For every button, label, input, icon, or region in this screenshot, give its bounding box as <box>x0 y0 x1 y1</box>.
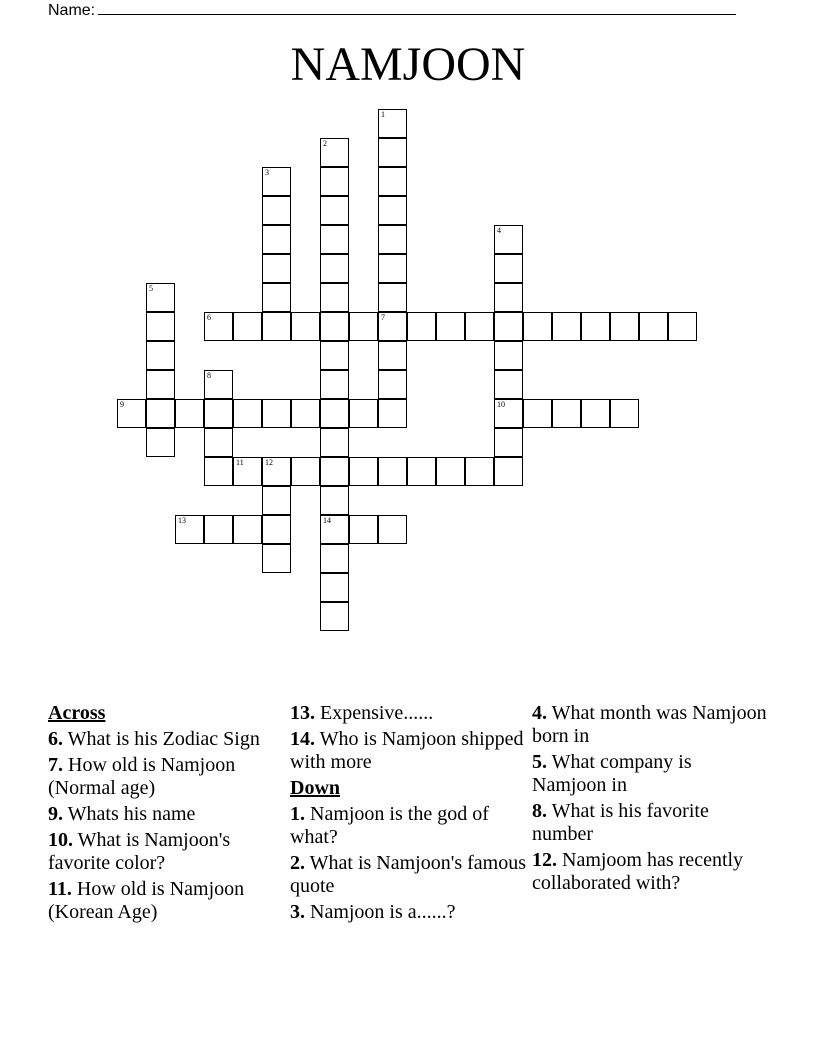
crossword-cell[interactable] <box>581 399 610 428</box>
crossword-cell[interactable] <box>320 138 349 167</box>
crossword-cell[interactable] <box>320 312 349 341</box>
crossword-cell[interactable] <box>233 457 262 486</box>
clues-column-2 <box>290 702 526 927</box>
clue-down-5 <box>532 751 768 797</box>
clue-number: 4. <box>532 702 547 724</box>
clue-text: What is his favorite number <box>532 800 709 845</box>
crossword-cell[interactable] <box>320 428 349 457</box>
clue-text: What is his Zodiac Sign <box>67 728 260 750</box>
crossword-cell[interactable] <box>494 457 523 486</box>
crossword-cell[interactable] <box>494 341 523 370</box>
crossword-cell[interactable] <box>262 486 291 515</box>
clue-number: 7. <box>48 754 63 776</box>
cell-number: 2 <box>323 139 327 148</box>
crossword-cell[interactable] <box>523 312 552 341</box>
clue-across-11 <box>48 878 284 924</box>
crossword-cell[interactable] <box>320 370 349 399</box>
crossword-cell[interactable] <box>320 486 349 515</box>
clue-number: 11. <box>48 878 72 900</box>
crossword-cell[interactable] <box>378 515 407 544</box>
clue-text: What is Namjoon's famous quote <box>290 852 526 897</box>
cell-number: 5 <box>149 284 153 293</box>
crossword-cell[interactable] <box>494 312 523 341</box>
crossword-cell[interactable] <box>320 544 349 573</box>
clue-down-3 <box>290 901 526 924</box>
crossword-cell[interactable] <box>465 457 494 486</box>
crossword-cell[interactable] <box>262 167 291 196</box>
crossword-cell[interactable] <box>204 399 233 428</box>
clue-number: 5. <box>532 751 547 773</box>
clue-across-13 <box>290 702 526 725</box>
crossword-cell[interactable] <box>320 196 349 225</box>
crossword-cell[interactable] <box>378 399 407 428</box>
crossword-cell[interactable] <box>146 312 175 341</box>
crossword-cell[interactable] <box>262 399 291 428</box>
cell-number: 8 <box>207 371 211 380</box>
clue-across-14 <box>290 728 526 774</box>
crossword-cell[interactable] <box>378 370 407 399</box>
across-heading: Across <box>48 702 106 724</box>
crossword-cell[interactable] <box>668 312 697 341</box>
clue-text: Namjoon is a......? <box>310 901 456 923</box>
crossword-cell[interactable] <box>320 167 349 196</box>
cell-number: 13 <box>178 516 186 525</box>
crossword-cell[interactable] <box>349 399 378 428</box>
cell-number: 4 <box>497 226 501 235</box>
crossword-cell[interactable] <box>262 515 291 544</box>
crossword-cell[interactable] <box>378 109 407 138</box>
crossword-cell[interactable] <box>320 225 349 254</box>
clue-text: Whats his name <box>67 803 196 825</box>
crossword-cell[interactable] <box>320 341 349 370</box>
cell-number: 7 <box>381 313 385 322</box>
clue-number: 9. <box>48 803 63 825</box>
crossword-cell[interactable] <box>523 399 552 428</box>
crossword-cell[interactable] <box>262 254 291 283</box>
crossword-cell[interactable] <box>233 399 262 428</box>
crossword-cell[interactable] <box>349 457 378 486</box>
clue-across-7 <box>48 754 284 800</box>
clue-down-8 <box>532 800 768 846</box>
clue-text: How old is Namjoon (Korean Age) <box>48 878 245 923</box>
crossword-cell[interactable] <box>494 283 523 312</box>
crossword-cell[interactable] <box>581 312 610 341</box>
clue-across-9 <box>48 803 284 826</box>
crossword-cell[interactable] <box>320 602 349 631</box>
cell-number: 1 <box>381 110 385 119</box>
crossword-cell[interactable] <box>349 312 378 341</box>
name-label: Name: <box>48 2 96 19</box>
clue-text: Namjoom has recently collaborated with? <box>532 849 744 894</box>
clue-down-4 <box>532 702 768 748</box>
crossword-cell[interactable] <box>378 138 407 167</box>
clue-number: 12. <box>532 849 557 871</box>
crossword-cell[interactable] <box>291 399 320 428</box>
crossword-cell[interactable] <box>552 399 581 428</box>
crossword-cell[interactable] <box>204 312 233 341</box>
cell-number: 3 <box>265 168 269 177</box>
crossword-cell[interactable] <box>378 254 407 283</box>
clue-text: What month was Namjoon born in <box>532 702 767 747</box>
crossword-cell[interactable] <box>204 428 233 457</box>
cell-number: 6 <box>207 313 211 322</box>
cell-number: 10 <box>497 400 505 409</box>
down-heading: Down <box>290 777 341 799</box>
crossword-cell[interactable] <box>407 457 436 486</box>
crossword-cell[interactable] <box>494 254 523 283</box>
crossword-cell[interactable] <box>320 283 349 312</box>
crossword-cell[interactable] <box>146 399 175 428</box>
clue-text: What company is Namjoon in <box>532 751 692 796</box>
crossword-cell[interactable] <box>146 341 175 370</box>
crossword-cell[interactable] <box>494 399 523 428</box>
crossword-cell[interactable] <box>146 370 175 399</box>
crossword-cell[interactable] <box>262 283 291 312</box>
clue-number: 3. <box>290 901 305 923</box>
crossword-cell[interactable] <box>320 399 349 428</box>
crossword-cell[interactable] <box>378 167 407 196</box>
cell-number: 14 <box>323 516 331 525</box>
crossword-cell[interactable] <box>378 225 407 254</box>
crossword-cell[interactable] <box>552 312 581 341</box>
clue-down-2 <box>290 852 526 898</box>
puzzle-title: NAMJOON <box>290 38 526 91</box>
clue-across-6 <box>48 728 284 751</box>
crossword-cell[interactable] <box>320 254 349 283</box>
crossword-cell[interactable] <box>262 457 291 486</box>
crossword-cell[interactable] <box>378 312 407 341</box>
crossword-cell[interactable] <box>494 428 523 457</box>
clues-column-3 <box>532 702 768 898</box>
clue-number: 10. <box>48 829 73 851</box>
crossword-cell[interactable] <box>175 515 204 544</box>
clue-number: 6. <box>48 728 63 750</box>
clue-number: 8. <box>532 800 547 822</box>
crossword-cell[interactable] <box>407 312 436 341</box>
crossword-cell[interactable] <box>378 341 407 370</box>
crossword-cell[interactable] <box>146 283 175 312</box>
clue-number: 2. <box>290 852 305 874</box>
crossword-cell[interactable] <box>204 370 233 399</box>
crossword-cell[interactable] <box>494 225 523 254</box>
clue-number: 14. <box>290 728 315 750</box>
crossword-cell[interactable] <box>378 196 407 225</box>
cell-number: 12 <box>265 458 273 467</box>
crossword-cell[interactable] <box>349 515 378 544</box>
crossword-cell[interactable] <box>204 515 233 544</box>
clue-down-1 <box>290 803 526 849</box>
crossword-cell[interactable] <box>233 312 262 341</box>
crossword-cell[interactable] <box>494 370 523 399</box>
crossword-cell[interactable] <box>610 312 639 341</box>
crossword-cell[interactable] <box>436 457 465 486</box>
crossword-cell[interactable] <box>378 457 407 486</box>
crossword-cell[interactable] <box>291 457 320 486</box>
crossword-cell[interactable] <box>291 312 320 341</box>
crossword-cell[interactable] <box>436 312 465 341</box>
clue-text: Expensive...... <box>320 702 434 724</box>
crossword-cell[interactable] <box>639 312 668 341</box>
clue-down-12 <box>532 849 768 895</box>
crossword-cell[interactable] <box>262 312 291 341</box>
clue-number: 1. <box>290 803 305 825</box>
crossword-cell[interactable] <box>262 544 291 573</box>
crossword-cell[interactable] <box>320 515 349 544</box>
crossword-cell[interactable] <box>204 457 233 486</box>
crossword-cell[interactable] <box>378 283 407 312</box>
crossword-cell[interactable] <box>320 457 349 486</box>
crossword-cell[interactable] <box>146 428 175 457</box>
cell-number: 9 <box>120 400 124 409</box>
clue-text: Who is Namjoon shipped with more <box>290 728 524 773</box>
cell-number: 11 <box>236 458 244 467</box>
clue-text: How old is Namjoon (Normal age) <box>48 754 236 799</box>
clue-text: What is Namjoon's favorite color? <box>48 829 231 874</box>
crossword-cell[interactable] <box>233 515 262 544</box>
crossword-cell[interactable] <box>117 399 146 428</box>
crossword-cell[interactable] <box>175 399 204 428</box>
crossword-cell[interactable] <box>262 196 291 225</box>
crossword-cell[interactable] <box>262 225 291 254</box>
crossword-cell[interactable] <box>610 399 639 428</box>
clue-text: Namjoon is the god of what? <box>290 803 489 848</box>
crossword-cell[interactable] <box>320 573 349 602</box>
clue-number: 13. <box>290 702 315 724</box>
clue-across-10 <box>48 829 284 875</box>
crossword-cell[interactable] <box>465 312 494 341</box>
clues-column-1 <box>48 702 284 927</box>
